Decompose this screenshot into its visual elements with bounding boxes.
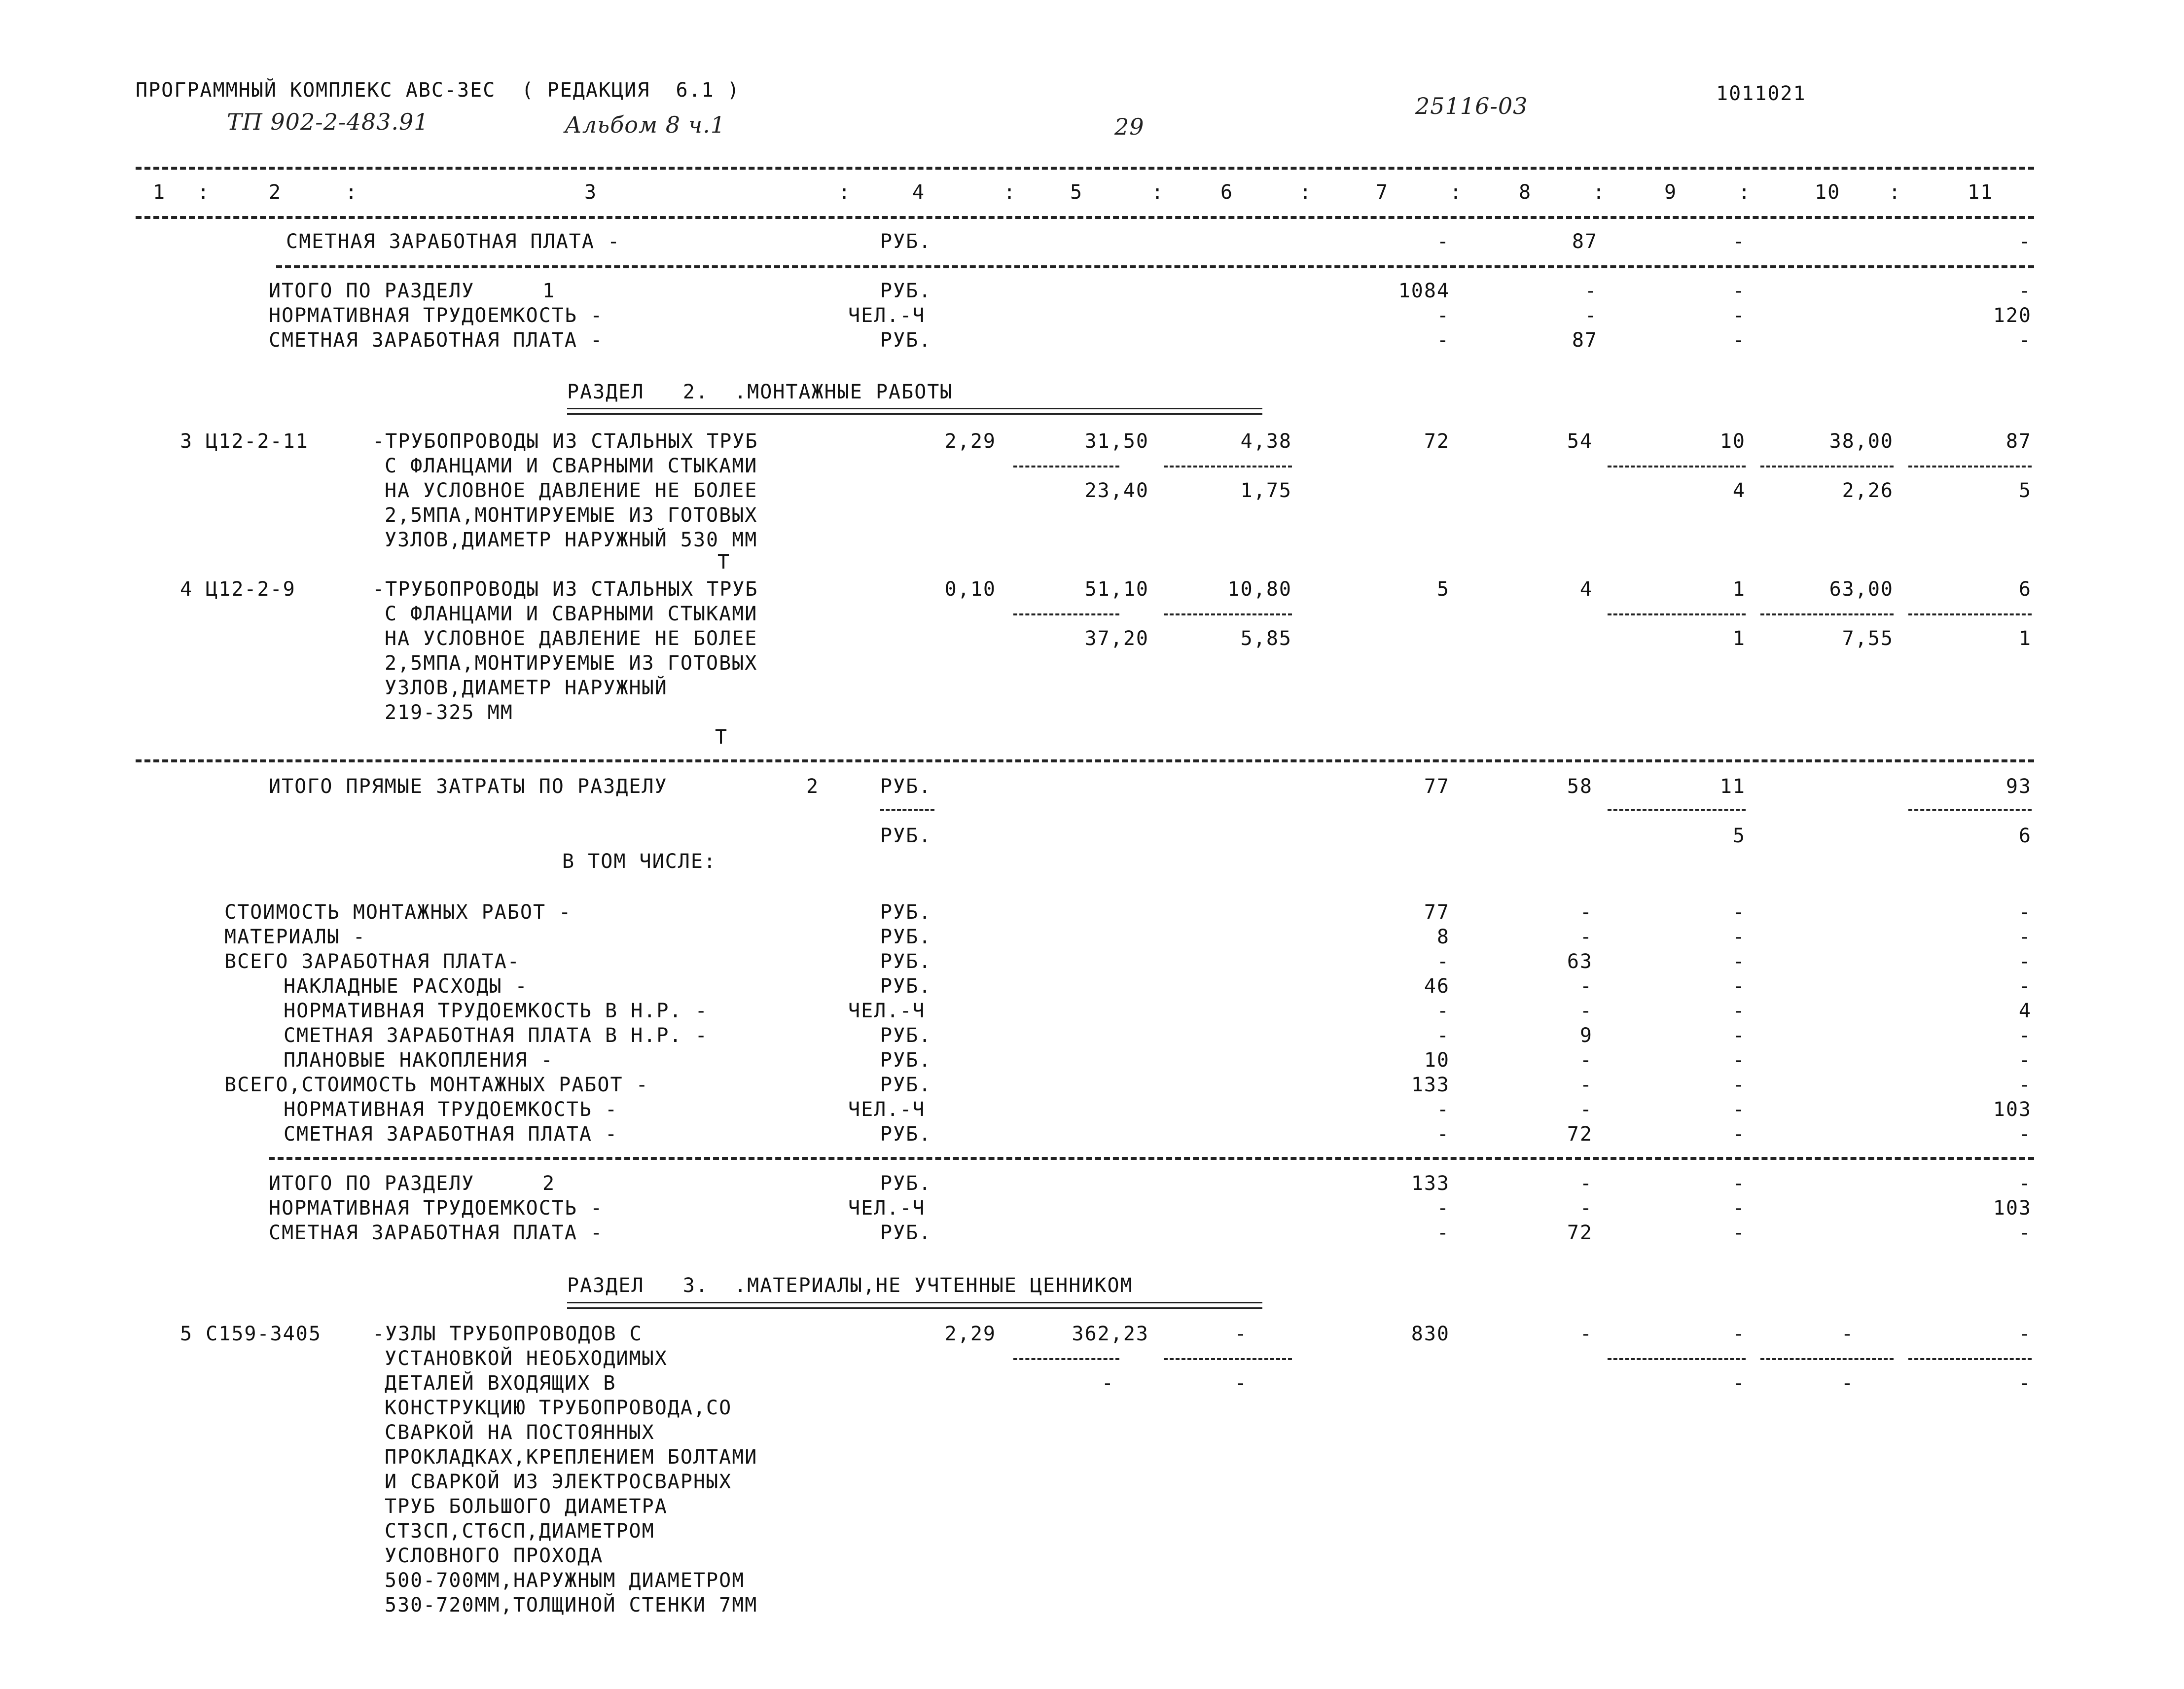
sec2-total-number: 2 bbox=[542, 1172, 556, 1195]
value-c10: 38,00 bbox=[1829, 430, 1894, 453]
value-c7: 1084 bbox=[1398, 280, 1450, 302]
value-c7: 5 bbox=[1436, 578, 1450, 601]
unit: ЧЕЛ.-Ч bbox=[848, 304, 926, 327]
value-c9: 1 bbox=[1732, 578, 1746, 601]
value-c9: - bbox=[1732, 329, 1746, 352]
value-c9: - bbox=[1732, 230, 1746, 253]
value-c5-wage: - bbox=[1101, 1372, 1114, 1395]
value-c11: - bbox=[2018, 280, 2032, 302]
unit: ЧЕЛ.-Ч bbox=[848, 1197, 926, 1220]
value-c11-wage: 6 bbox=[2018, 825, 2032, 847]
column-separator: : bbox=[1151, 181, 1165, 204]
value-c6-wage: 1,75 bbox=[1240, 479, 1292, 502]
value-c7: 72 bbox=[1424, 430, 1450, 453]
column-separator: : bbox=[1889, 181, 1902, 204]
column-number: 10 bbox=[1815, 181, 1841, 204]
breakdown-label: НОРМАТИВНАЯ ТРУДОЕМКОСТЬ - bbox=[284, 1098, 618, 1121]
value-c9: - bbox=[1732, 304, 1746, 327]
breakdown-label: СТОИМОСТЬ МОНТАЖНЫХ РАБОТ - bbox=[224, 901, 572, 924]
column-number: 8 bbox=[1519, 181, 1532, 204]
value-c9: - bbox=[1732, 1098, 1746, 1121]
value-c11-wage: - bbox=[2018, 1372, 2032, 1395]
value-c8: - bbox=[1579, 926, 1593, 948]
column-number: 1 bbox=[153, 181, 166, 204]
section-rule bbox=[136, 759, 2034, 762]
unit: РУБ. bbox=[880, 825, 932, 847]
column-number: 3 bbox=[584, 181, 598, 204]
direct-costs-label: ИТОГО ПРЯМЫЕ ЗАТРАТЫ ПО РАЗДЕЛУ bbox=[269, 775, 668, 798]
unit: РУБ. bbox=[880, 1123, 932, 1146]
sub-rule bbox=[1908, 466, 2032, 467]
value-c10-wage: 2,26 bbox=[1842, 479, 1894, 502]
breakdown-label: СМЕТНАЯ ЗАРАБОТНАЯ ПЛАТА В Н.Р. - bbox=[284, 1024, 708, 1047]
sub-rule bbox=[1608, 809, 1746, 811]
sub-rule bbox=[1608, 613, 1746, 615]
unit: РУБ. bbox=[880, 1024, 932, 1047]
unit: ЧЕЛ.-Ч bbox=[848, 1098, 926, 1121]
item-qty: 0,10 bbox=[944, 578, 996, 601]
value-c8: - bbox=[1579, 1049, 1593, 1072]
item-number: 5 С159-3405 bbox=[180, 1323, 322, 1345]
value-c11: - bbox=[2018, 1172, 2032, 1195]
section-rule bbox=[269, 1157, 2034, 1160]
header-top-rule bbox=[136, 167, 2034, 170]
value-c9: - bbox=[1732, 975, 1746, 998]
value-c10: - bbox=[1841, 1323, 1854, 1345]
breakdown-label: МАТЕРИАЛЫ - bbox=[224, 926, 366, 948]
item-number: 3 Ц12-2-11 bbox=[180, 430, 309, 453]
value-c11: - bbox=[2018, 1074, 2032, 1096]
item-desc-line: КОНСТРУКЦИЮ ТРУБОПРОВОДА,СО bbox=[385, 1397, 732, 1419]
value-c6-wage: 5,85 bbox=[1240, 627, 1292, 650]
sub-rule bbox=[1760, 1358, 1894, 1360]
column-separator: : bbox=[1593, 181, 1606, 204]
sub-rule bbox=[1013, 1358, 1119, 1360]
value-c8: - bbox=[1579, 1074, 1593, 1096]
value-c11: - bbox=[2018, 1024, 2032, 1047]
column-separator: : bbox=[838, 181, 852, 204]
value-c9-wage: - bbox=[1732, 1372, 1746, 1395]
unit: РУБ. bbox=[880, 1222, 932, 1244]
value-c9: - bbox=[1732, 1172, 1746, 1195]
value-c9: - bbox=[1732, 950, 1746, 973]
value-c11: 4 bbox=[2018, 1000, 2032, 1022]
handwritten-doc-number: 25116-03 bbox=[1415, 93, 1528, 119]
value-c8: - bbox=[1584, 280, 1598, 302]
direct-costs-number: 2 bbox=[806, 775, 820, 798]
value-c9: 10 bbox=[1719, 430, 1746, 453]
value-c8: 63 bbox=[1567, 950, 1593, 973]
sub-rule bbox=[1164, 1358, 1292, 1360]
value-c11: - bbox=[2018, 230, 2032, 253]
item-desc-line: НА УСЛОВНОЕ ДАВЛЕНИЕ НЕ БОЛЕЕ bbox=[385, 479, 758, 502]
section-2-title: РАЗДЕЛ 2. .МОНТАЖНЫЕ РАБОТЫ bbox=[567, 381, 953, 403]
breakdown-label: НАКЛАДНЫЕ РАСХОДЫ - bbox=[284, 975, 528, 998]
value-c11-wage: 5 bbox=[2018, 479, 2032, 502]
handwritten-album: Альбом 8 ч.1 bbox=[565, 111, 726, 138]
item-desc-line: И СВАРКОЙ ИЗ ЭЛЕКТРОСВАРНЫХ bbox=[385, 1471, 732, 1493]
unit: РУБ. bbox=[880, 329, 932, 352]
value-c10-wage: - bbox=[1841, 1372, 1854, 1395]
column-number: 4 bbox=[912, 181, 926, 204]
sub-rule bbox=[1164, 466, 1292, 467]
value-c7: 46 bbox=[1424, 975, 1450, 998]
value-c7: - bbox=[1436, 1123, 1450, 1146]
item-number: 4 Ц12-2-9 bbox=[180, 578, 296, 601]
unit: РУБ. bbox=[880, 950, 932, 973]
value-c7: 77 bbox=[1424, 775, 1450, 798]
value-c9: - bbox=[1732, 926, 1746, 948]
item-desc-line: 500-700ММ,НАРУЖНЫМ ДИАМЕТРОМ bbox=[385, 1569, 745, 1592]
value-c8: - bbox=[1579, 1323, 1593, 1345]
item-desc-line: УЗЛОВ,ДИАМЕТР НАРУЖНЫЙ 530 ММ bbox=[385, 529, 758, 551]
item-qty: 2,29 bbox=[944, 1323, 996, 1345]
value-c7: - bbox=[1436, 1024, 1450, 1047]
unit: РУБ. bbox=[880, 1049, 932, 1072]
item-desc-line: 530-720ММ,ТОЛЩИНОЙ СТЕНКИ 7ММ bbox=[385, 1594, 758, 1617]
sub-rule bbox=[1908, 809, 2032, 811]
header-bottom-rule bbox=[136, 216, 2034, 219]
value-c9-wage: 4 bbox=[1732, 479, 1746, 502]
sub-rule bbox=[1608, 1358, 1746, 1360]
item-desc-line: С ФЛАНЦАМИ И СВАРНЫМИ СТЫКАМИ bbox=[385, 603, 758, 625]
unit: РУБ. bbox=[880, 901, 932, 924]
value-c11: 103 bbox=[1993, 1098, 2032, 1121]
value-c8: - bbox=[1579, 975, 1593, 998]
column-number: 9 bbox=[1664, 181, 1678, 204]
value-c11: 93 bbox=[2005, 775, 2032, 798]
sub-rule bbox=[1164, 613, 1292, 615]
item-unit: Т bbox=[715, 726, 728, 749]
value-c9: - bbox=[1732, 1049, 1746, 1072]
value-c8: 72 bbox=[1567, 1123, 1593, 1146]
value-c8: 72 bbox=[1567, 1222, 1593, 1244]
value-c7: - bbox=[1436, 1197, 1450, 1220]
item-desc-line: -УЗЛЫ ТРУБОПРОВОДОВ С bbox=[372, 1323, 643, 1345]
value-c11: 120 bbox=[1993, 304, 2032, 327]
item-desc-line: -ТРУБОПРОВОДЫ ИЗ СТАЛЬНЫХ ТРУБ bbox=[372, 578, 758, 601]
sub-rule bbox=[1908, 1358, 2032, 1360]
value-c8: - bbox=[1579, 1172, 1593, 1195]
value-c11: - bbox=[2018, 901, 2032, 924]
value-c8: - bbox=[1579, 1197, 1593, 1220]
value-c11: - bbox=[2018, 926, 2032, 948]
sub-rule bbox=[1908, 613, 2032, 615]
program-title: ПРОГРАММНЫЙ КОМПЛЕКС АВС-3ЕС ( РЕДАКЦИЯ 6.1 ) bbox=[136, 79, 740, 102]
value-c8: 54 bbox=[1567, 430, 1593, 453]
column-separator: : bbox=[1450, 181, 1463, 204]
value-c8: - bbox=[1579, 901, 1593, 924]
unit: РУБ. bbox=[880, 775, 932, 798]
document-code: 1011021 bbox=[1716, 82, 1806, 105]
sub-rule bbox=[1013, 466, 1119, 467]
value-c11: - bbox=[2018, 1222, 2032, 1244]
value-c9: - bbox=[1732, 280, 1746, 302]
value-c11: - bbox=[2018, 329, 2032, 352]
item-desc-line: УЗЛОВ,ДИАМЕТР НАРУЖНЫЙ bbox=[385, 677, 668, 699]
item-desc-line: УСТАНОВКОЙ НЕОБХОДИМЫХ bbox=[385, 1347, 668, 1370]
value-c8: 4 bbox=[1579, 578, 1593, 601]
value-c9: - bbox=[1732, 1000, 1746, 1022]
sub-rule bbox=[1760, 466, 1894, 467]
sec1-labor-label: НОРМАТИВНАЯ ТРУДОЕМКОСТЬ - bbox=[269, 304, 604, 327]
breakdown-label: ВСЕГО,СТОИМОСТЬ МОНТАЖНЫХ РАБОТ - bbox=[224, 1074, 649, 1096]
title-double-underline bbox=[567, 408, 1262, 415]
item-desc-line: НА УСЛОВНОЕ ДАВЛЕНИЕ НЕ БОЛЕЕ bbox=[385, 627, 758, 650]
column-separator: : bbox=[345, 181, 358, 204]
column-number: 5 bbox=[1070, 181, 1083, 204]
sec2-total-label: ИТОГО ПО РАЗДЕЛУ bbox=[269, 1172, 475, 1195]
value-c8: 87 bbox=[1572, 329, 1598, 352]
value-c7: - bbox=[1436, 329, 1450, 352]
value-c7: - bbox=[1436, 1000, 1450, 1022]
item-qty: 2,29 bbox=[944, 430, 996, 453]
column-number: 2 bbox=[269, 181, 282, 204]
sub-rule bbox=[880, 809, 934, 811]
item-desc-line: 2,5МПА,МОНТИРУЕМЫЕ ИЗ ГОТОВЫХ bbox=[385, 652, 758, 675]
sec1-total-label: ИТОГО ПО РАЗДЕЛУ bbox=[269, 280, 475, 302]
value-c11: - bbox=[2018, 1049, 2032, 1072]
value-c9: - bbox=[1732, 1024, 1746, 1047]
column-number: 11 bbox=[1968, 181, 1994, 204]
unit: РУБ. bbox=[880, 975, 932, 998]
value-c8: - bbox=[1584, 304, 1598, 327]
value-c6: 4,38 bbox=[1240, 430, 1292, 453]
value-c11: - bbox=[2018, 1323, 2032, 1345]
item-desc-line: ДЕТАЛЕЙ ВХОДЯЩИХ В bbox=[385, 1372, 616, 1395]
unit: РУБ. bbox=[880, 926, 932, 948]
value-c5: 31,50 bbox=[1084, 430, 1149, 453]
sub-rule bbox=[1013, 613, 1119, 615]
value-c9: - bbox=[1732, 901, 1746, 924]
column-separator: : bbox=[1738, 181, 1752, 204]
sec1-wage-label: СМЕТНАЯ ЗАРАБОТНАЯ ПЛАТА - bbox=[286, 230, 621, 253]
value-c11: 103 bbox=[1993, 1197, 2032, 1220]
title-double-underline bbox=[567, 1302, 1262, 1309]
sub-rule bbox=[1760, 613, 1894, 615]
value-c5: 362,23 bbox=[1072, 1323, 1149, 1345]
value-c8: - bbox=[1579, 1098, 1593, 1121]
column-number: 6 bbox=[1220, 181, 1234, 204]
value-c7: 10 bbox=[1424, 1049, 1450, 1072]
value-c9-wage: 1 bbox=[1732, 627, 1746, 650]
value-c11: - bbox=[2018, 1123, 2032, 1146]
value-c5-wage: 37,20 bbox=[1084, 627, 1149, 650]
value-c9: 11 bbox=[1719, 775, 1746, 798]
item-desc-line: СВАРКОЙ НА ПОСТОЯННЫХ bbox=[385, 1421, 655, 1444]
value-c5: 51,10 bbox=[1084, 578, 1149, 601]
value-c7: - bbox=[1436, 1098, 1450, 1121]
breakdown-label: НОРМАТИВНАЯ ТРУДОЕМКОСТЬ В Н.Р. - bbox=[284, 1000, 708, 1022]
value-c7: 133 bbox=[1411, 1074, 1450, 1096]
breakdown-label: СМЕТНАЯ ЗАРАБОТНАЯ ПЛАТА - bbox=[284, 1123, 618, 1146]
value-c11: 87 bbox=[2005, 430, 2032, 453]
value-c9-wage: 5 bbox=[1732, 825, 1746, 847]
item-desc-line: СТ3СП,СТ6СП,ДИАМЕТРОМ bbox=[385, 1520, 655, 1543]
unit: ЧЕЛ.-Ч bbox=[848, 1000, 926, 1022]
value-c11: - bbox=[2018, 975, 2032, 998]
value-c9: - bbox=[1732, 1123, 1746, 1146]
value-c10: 63,00 bbox=[1829, 578, 1894, 601]
column-separator: : bbox=[197, 181, 211, 204]
value-c8: - bbox=[1579, 1000, 1593, 1022]
value-c9: - bbox=[1732, 1323, 1746, 1345]
section-rule bbox=[276, 265, 2034, 268]
value-c7: 77 bbox=[1424, 901, 1450, 924]
value-c11-wage: 1 bbox=[2018, 627, 2032, 650]
value-c9: - bbox=[1732, 1222, 1746, 1244]
unit: РУБ. bbox=[880, 230, 932, 253]
value-c8: 58 bbox=[1567, 775, 1593, 798]
handwritten-project-code: ТП 902-2-483.91 bbox=[227, 108, 429, 135]
unit: РУБ. bbox=[880, 1074, 932, 1096]
value-c7: - bbox=[1436, 230, 1450, 253]
item-unit: Т bbox=[717, 551, 731, 574]
value-c7: 830 bbox=[1411, 1323, 1450, 1345]
item-desc-line: С ФЛАНЦАМИ И СВАРНЫМИ СТЫКАМИ bbox=[385, 455, 758, 477]
sec2-labor-label: НОРМАТИВНАЯ ТРУДОЕМКОСТЬ - bbox=[269, 1197, 604, 1220]
value-c11: - bbox=[2018, 950, 2032, 973]
value-c11: 6 bbox=[2018, 578, 2032, 601]
section-3-title: РАЗДЕЛ 3. .МАТЕРИАЛЫ,НЕ УЧТЕННЫЕ ЦЕННИКОМ bbox=[567, 1274, 1133, 1297]
unit: РУБ. bbox=[880, 1172, 932, 1195]
sub-rule bbox=[1608, 466, 1746, 467]
unit: РУБ. bbox=[880, 280, 932, 302]
value-c8: 9 bbox=[1579, 1024, 1593, 1047]
value-c9: - bbox=[1732, 1074, 1746, 1096]
item-desc-line: УСЛОВНОГО ПРОХОДА bbox=[385, 1545, 604, 1567]
item-desc-line: ТРУБ БОЛЬШОГО ДИАМЕТРА bbox=[385, 1495, 668, 1518]
sec1-wage-total-label: СМЕТНАЯ ЗАРАБОТНАЯ ПЛАТА - bbox=[269, 329, 604, 352]
value-c7: - bbox=[1436, 1222, 1450, 1244]
column-separator: : bbox=[1003, 181, 1017, 204]
sec1-total-number: 1 bbox=[542, 280, 556, 302]
item-desc-line: 2,5МПА,МОНТИРУЕМЫЕ ИЗ ГОТОВЫХ bbox=[385, 504, 758, 527]
item-desc-line: 219-325 ММ bbox=[385, 701, 513, 724]
value-c7: 8 bbox=[1436, 926, 1450, 948]
sec2-wage-label: СМЕТНАЯ ЗАРАБОТНАЯ ПЛАТА - bbox=[269, 1222, 604, 1244]
item-desc-line: -ТРУБОПРОВОДЫ ИЗ СТАЛЬНЫХ ТРУБ bbox=[372, 430, 758, 453]
breakdown-label: ВСЕГО ЗАРАБОТНАЯ ПЛАТА- bbox=[224, 950, 520, 973]
column-separator: : bbox=[1299, 181, 1313, 204]
value-c9: - bbox=[1732, 1197, 1746, 1220]
including-label: В ТОМ ЧИСЛЕ: bbox=[562, 850, 716, 873]
item-desc-line: ПРОКЛАДКАХ,КРЕПЛЕНИЕМ БОЛТАМИ bbox=[385, 1446, 758, 1469]
value-c8: 87 bbox=[1572, 230, 1598, 253]
value-c7: 133 bbox=[1411, 1172, 1450, 1195]
value-c5-wage: 23,40 bbox=[1084, 479, 1149, 502]
value-c6: 10,80 bbox=[1227, 578, 1292, 601]
handwritten-page-number: 29 bbox=[1114, 113, 1145, 140]
value-c7: - bbox=[1436, 950, 1450, 973]
value-c10-wage: 7,55 bbox=[1842, 627, 1894, 650]
column-number: 7 bbox=[1376, 181, 1389, 204]
value-c6: - bbox=[1234, 1323, 1248, 1345]
value-c6-wage: - bbox=[1234, 1372, 1248, 1395]
value-c7: - bbox=[1436, 304, 1450, 327]
breakdown-label: ПЛАНОВЫЕ НАКОПЛЕНИЯ - bbox=[284, 1049, 554, 1072]
